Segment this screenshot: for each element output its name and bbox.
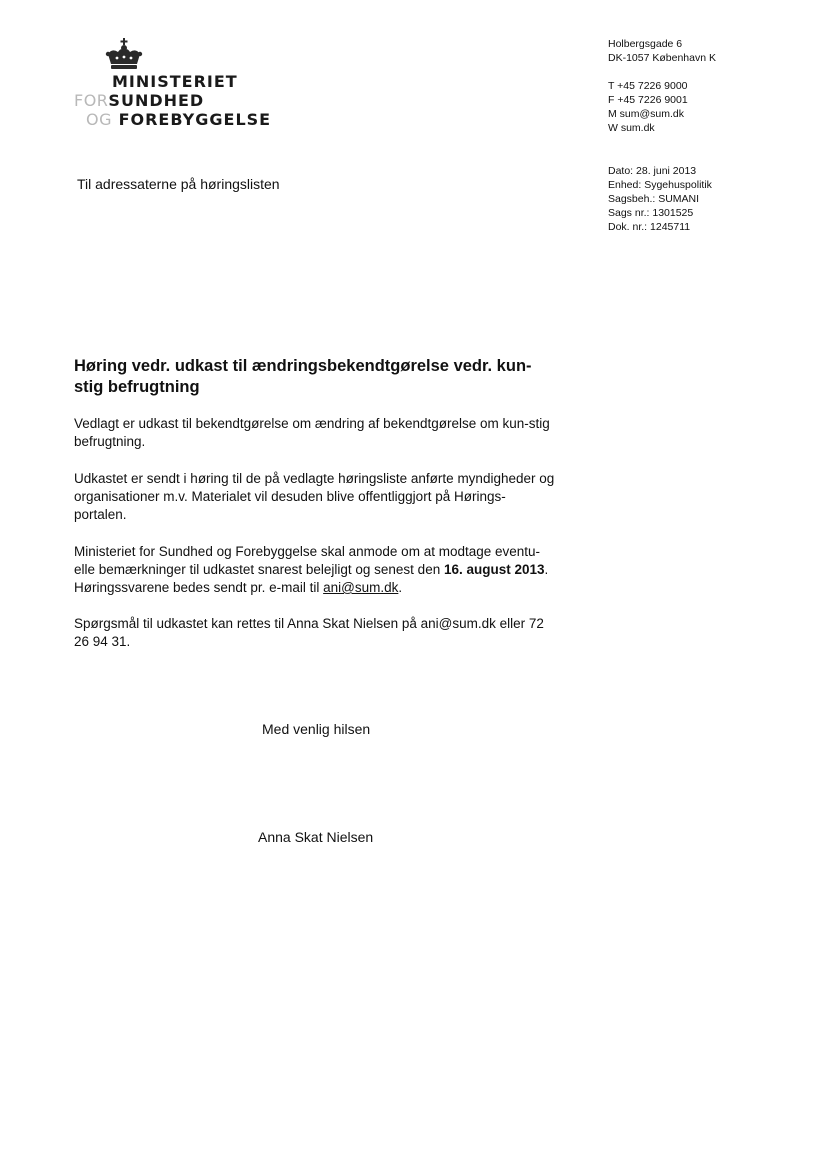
meta-date: Dato: 28. juni 2013 <box>608 165 697 177</box>
logo-line-3 <box>86 110 271 129</box>
body-paragraph-2: Udkastet er sendt i høring til de på vedlagte høringsliste anførte myndigheder og organisationer m.v. Materialet vil desuden blive offentliggjort på Hørings-portalen. <box>74 471 555 522</box>
closing-greeting: Med venlig hilsen <box>262 721 371 737</box>
paragraph-3-text-c: . <box>398 580 403 595</box>
deadline-date: 16. august 2013 <box>443 562 545 577</box>
crown-logo-icon <box>104 38 144 74</box>
meta-document-number: Dok. nr.: 1245711 <box>608 221 691 233</box>
logo-word-forebyggelse: FOREBYGGELSE <box>118 110 272 129</box>
logo-word-sundhed: SUNDHED <box>108 91 205 110</box>
logo-line-1: MINISTERIET <box>112 72 238 91</box>
body-paragraph-3 <box>74 543 556 597</box>
meta-unit: Enhed: Sygehuspolitik <box>608 179 712 191</box>
body-paragraph-4: Spørgsmål til udkastet kan rettes til Anna Skat Nielsen på ani@sum.dk eller 72 26 94 31. <box>74 616 544 649</box>
meta-caseworker: Sagsbeh.: SUMANI <box>608 193 700 205</box>
email-link[interactable]: ani@sum.dk <box>323 580 399 595</box>
paragraph-3-text-b: . Høringssvarene bedes sendt pr. e-mail til <box>74 562 549 595</box>
letter-heading: Høring vedr. udkast til ændringsbekendtgørelse vedr. kun-stig befrugtning <box>74 357 532 396</box>
recipient-line: Til adressaterne på høringslisten <box>77 176 280 192</box>
signature-name: Anna Skat Nielsen <box>258 829 374 845</box>
address-street: Holbergsgade 6 <box>608 38 683 50</box>
address-mail: M sum@sum.dk <box>608 108 685 120</box>
address-fax: F +45 7226 9001 <box>608 94 688 106</box>
paragraph-3-text-a: Ministeriet for Sundhed og Forebyggelse skal anmode om at modtage eventu-elle bemærkninger til udkastet snarest belejligt og senest den <box>74 544 541 577</box>
logo-line-2 <box>74 91 204 110</box>
address-phone: T +45 7226 9000 <box>608 80 688 92</box>
logo-prefix-og: OG <box>86 110 112 129</box>
address-city: DK-1057 København K <box>608 52 716 64</box>
logo-prefix-for: FOR <box>74 91 109 110</box>
meta-case-number: Sags nr.: 1301525 <box>608 207 694 219</box>
address-web: W sum.dk <box>608 122 655 134</box>
body-paragraph-1: Vedlagt er udkast til bekendtgørelse om ændring af bekendtgørelse om kun-stig befrugtning. <box>74 416 550 449</box>
